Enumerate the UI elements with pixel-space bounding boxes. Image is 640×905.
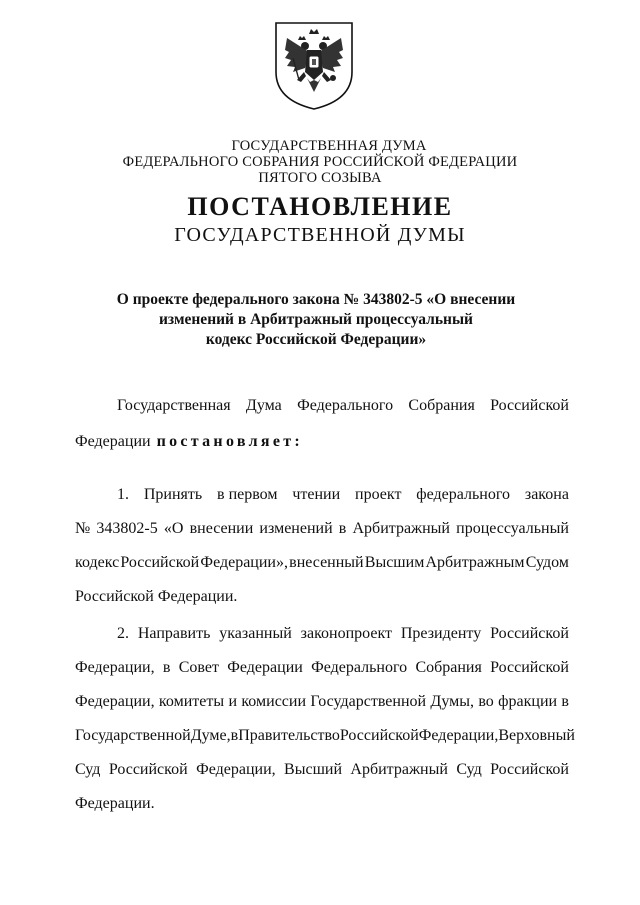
document-title: ПОСТАНОВЛЕНИЕ <box>187 192 453 221</box>
word: Российской <box>490 397 569 414</box>
word: Думе, <box>190 727 231 744</box>
word: 1. <box>117 486 129 503</box>
word: Высший <box>284 761 343 778</box>
word: Российской <box>108 761 188 778</box>
item-1 <box>75 486 569 622</box>
word: внесении <box>189 520 254 537</box>
russian-coat-of-arms-icon <box>271 20 357 112</box>
word: Российской Федерации. <box>75 588 238 605</box>
word: и <box>228 693 237 710</box>
word: внесенный <box>289 554 364 571</box>
bill-title-line: кодекс Российской Федерации» <box>205 331 427 348</box>
word: Федерации <box>227 659 303 676</box>
word: Дума <box>245 397 282 414</box>
header-line-1: ГОСУДАРСТВЕННАЯ ДУМА <box>231 138 427 154</box>
text-line <box>75 486 569 520</box>
word: Федерации, <box>418 727 499 744</box>
word: Арбитражный <box>350 761 448 778</box>
word: Суд <box>75 761 101 778</box>
word: Верховный <box>498 727 575 744</box>
text-line <box>75 659 569 693</box>
text-line <box>75 433 569 451</box>
word: Арбитражным <box>425 554 525 571</box>
word: Государственная <box>117 397 231 414</box>
word: Федерального <box>311 659 408 676</box>
text-line <box>75 588 569 622</box>
word: Федерации», <box>200 554 288 571</box>
word: закона <box>524 486 569 503</box>
word: № <box>75 520 91 537</box>
word: Федерации, <box>75 659 155 676</box>
word: Федерации, <box>196 761 276 778</box>
word: кодекс <box>75 554 120 571</box>
text-line <box>75 727 575 761</box>
word: в <box>162 659 171 676</box>
word: в <box>230 727 239 744</box>
text-line <box>75 761 569 795</box>
word: проект <box>355 486 402 503</box>
word: Федерации. <box>75 795 155 812</box>
word: Совет <box>178 659 219 676</box>
word: комиссии <box>241 693 307 710</box>
word: федерального <box>416 486 511 503</box>
word: Принять <box>143 486 203 503</box>
word: Государственной <box>310 693 427 710</box>
word: Российской <box>339 727 419 744</box>
word: Думы, <box>430 693 474 710</box>
word: Российской <box>120 554 200 571</box>
header-line-3: ПЯТОГО СОЗЫВА <box>258 170 382 186</box>
word: указанный <box>219 625 292 642</box>
word: Арбитражный <box>352 520 450 537</box>
document-subtitle: ГОСУДАРСТВЕННОЙ ДУМЫ <box>174 224 466 246</box>
word: процессуальный <box>456 520 569 537</box>
word: законопроект <box>300 625 392 642</box>
issuer-header <box>0 138 640 186</box>
word: Федерации, <box>75 693 155 710</box>
word: «О <box>163 520 184 537</box>
word: 2. <box>117 625 129 642</box>
preamble <box>75 397 569 451</box>
word: Собрания <box>415 659 482 676</box>
word: Федерального <box>297 397 394 414</box>
word: Российской <box>490 625 569 642</box>
bill-title-line: изменений в Арбитражный процессуальный <box>159 311 473 328</box>
word: в первом <box>217 486 278 503</box>
word: Собрания <box>408 397 475 414</box>
text-line <box>75 693 569 727</box>
word: Судом <box>525 554 569 571</box>
text-line <box>75 554 569 588</box>
text-line <box>75 520 569 554</box>
text-line <box>75 397 569 419</box>
word: Президенту <box>400 625 482 642</box>
word: изменений <box>259 520 333 537</box>
text-line <box>75 625 569 659</box>
word: Российской <box>490 761 569 778</box>
word: чтении <box>292 486 341 503</box>
word: в <box>338 520 347 537</box>
word: в <box>561 693 569 710</box>
word: Высшим <box>364 554 425 571</box>
word: Государственной <box>75 727 191 744</box>
item-2 <box>75 625 575 829</box>
resolves-word: постановляет: <box>156 433 304 450</box>
text-line <box>75 795 569 829</box>
word: во <box>478 693 494 710</box>
word: 343802-5 <box>96 520 158 537</box>
word: фракции <box>498 693 558 710</box>
word: комитеты <box>158 693 225 710</box>
header-line-2: ФЕДЕРАЛЬНОГО СОБРАНИЯ РОССИЙСКОЙ ФЕДЕРАЦИИ <box>122 154 518 170</box>
word: Федерации <box>75 433 151 450</box>
bill-title-line: О проекте федерального закона № 343802-5 «О внесении <box>116 291 516 308</box>
word: Суд <box>456 761 482 778</box>
word: Российской <box>490 659 569 676</box>
word: Правительство <box>238 727 340 744</box>
bill-title <box>96 290 536 350</box>
word: Направить <box>137 625 211 642</box>
